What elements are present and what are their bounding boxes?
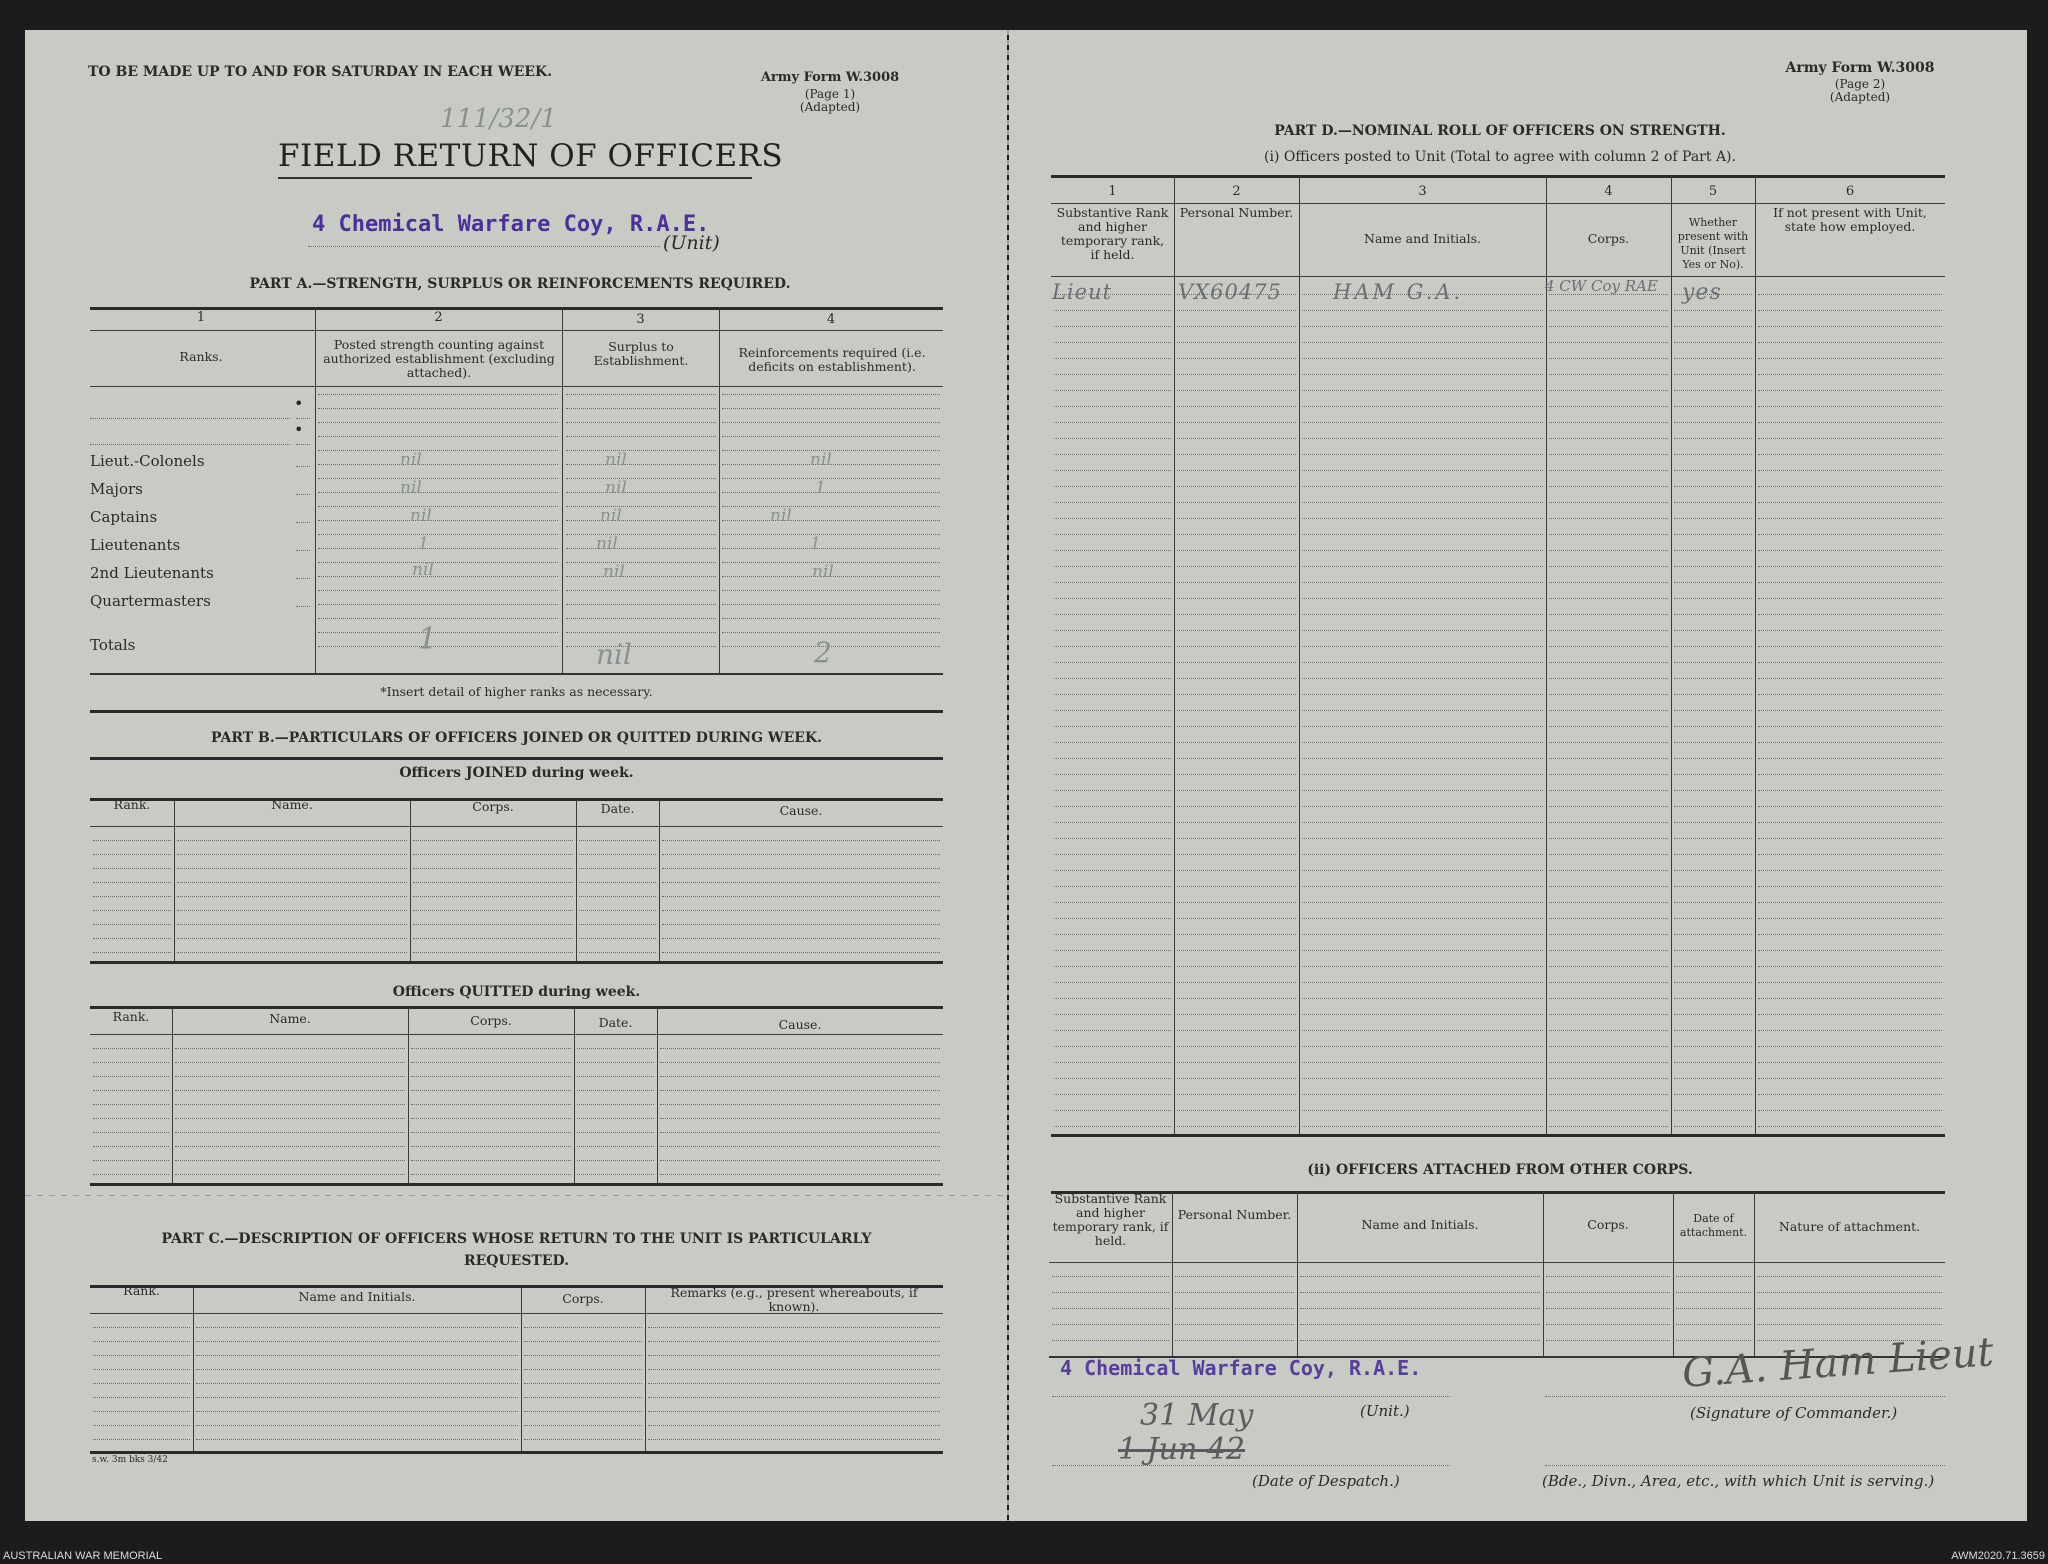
rank-majors: Majors <box>90 480 143 498</box>
partd2-colhead-2: Name and Initials. <box>1361 1217 1479 1232</box>
partc-col-3: Remarks (e.g., present whereabouts, if known). <box>670 1285 918 1314</box>
footer-left: AUSTRALIAN WAR MEMORIAL <box>3 1550 163 1562</box>
total-posted: 1 <box>418 622 438 657</box>
partc-col-0: Rank. <box>123 1283 160 1298</box>
form-title: FIELD RETURN OF OFFICERS <box>278 138 784 174</box>
partd-colnum-2: 3 <box>1418 184 1427 199</box>
joined-col-1: Name. <box>271 797 313 812</box>
total-surplus: nil <box>596 638 632 671</box>
partd2-colhead-3: Corps. <box>1587 1217 1629 1232</box>
partd-colnum-0: 1 <box>1108 184 1117 199</box>
joined-col-2: Corps. <box>472 799 514 814</box>
quitted-heading: Officers QUITTED during week. <box>392 984 641 1000</box>
joined-heading: Officers JOINED during week. <box>399 765 634 781</box>
quitted-col-0: Rank. <box>112 1009 150 1024</box>
quitted-col-1: Name. <box>269 1011 311 1026</box>
part-b-heading: PART B.—PARTICULARS OF OFFICERS JOINED OR QUITTED DURING WEEK. <box>210 730 823 746</box>
commander-signature: G.A. Ham Lieut <box>1680 1329 1996 1397</box>
despatch-date-written: 31 May <box>1140 1398 1254 1433</box>
entry-corps: 4 CW Coy RAE <box>1545 277 1658 295</box>
quitted-col-2: Corps. <box>470 1013 512 1028</box>
partd-colnum-5: 6 <box>1845 184 1855 199</box>
quitted-col-4: Cause. <box>778 1017 822 1032</box>
adapted-label: (Adapted) <box>799 100 861 114</box>
signature-label: (Signature of Commander.) <box>1690 1404 1898 1422</box>
partd2-colhead-1: Personal Number. <box>1177 1207 1292 1222</box>
part-c-heading-2: REQUESTED. <box>463 1253 570 1269</box>
partd2-colhead-4: Date of attachment. <box>1679 1212 1748 1239</box>
total-reinforcements: 2 <box>814 636 832 669</box>
partd-colnum-4: 5 <box>1708 184 1718 199</box>
form-instruction: TO BE MADE UP TO AND FOR SATURDAY IN EACH WEEK. <box>88 64 553 80</box>
rank-captains: Captains <box>90 508 158 526</box>
entry-present: yes <box>1682 280 1722 305</box>
partd2-colhead-0: Substantive Rank and higher temporary rank, if held. <box>1052 1191 1169 1248</box>
part-c-heading: PART C.—DESCRIPTION OF OFFICERS WHOSE RETURN TO THE UNIT IS PARTICULARLY <box>161 1231 872 1247</box>
col-head-surplus: Surplus to Establishment. <box>593 339 689 368</box>
rank-quartermasters: Quartermasters <box>90 592 211 610</box>
part-d-subheading-ii: (ii) OFFICERS ATTACHED FROM OTHER CORPS. <box>1307 1162 1693 1178</box>
part-d-subheading-i: (i) Officers posted to Unit (Total to agree with column 2 of Part A). <box>1264 149 1736 165</box>
partd-colhead-1: Personal Number. <box>1179 205 1294 220</box>
partd2-colhead-5: Nature of attachment. <box>1778 1219 1921 1234</box>
unit-label-right: (Unit.) <box>1360 1402 1410 1420</box>
totals-label: Totals <box>90 636 136 654</box>
rank-lieut-colonels: Lieut.-Colonels <box>90 452 205 470</box>
joined-col-4: Cause. <box>779 803 823 818</box>
part-a-heading: PART A.—STRENGTH, SURPLUS OR REINFORCEMENTS REQUIRED. <box>249 276 791 292</box>
unit-stamp: 4 Chemical Warfare Coy, R.A.E. <box>312 212 710 237</box>
form-number: Army Form W.3008 <box>760 70 900 85</box>
rank-2nd-lieutenants: 2nd Lieutenants <box>90 564 214 582</box>
footer-right: AWM2020.71.3659 <box>1951 1550 2045 1562</box>
entry-name: HAM G.A. <box>1333 280 1464 304</box>
col-head-posted-strength: Posted strength counting against authorized establishment (excluding attached). <box>323 337 555 380</box>
part-a-footnote: *Insert detail of higher ranks as necessary. <box>380 684 653 699</box>
entry-personal-number: VX60475 <box>1178 280 1282 304</box>
partd-colhead-2: Name and Initials. <box>1364 231 1481 246</box>
page-number: (Page 1) <box>804 87 856 101</box>
rank-lieutenants: Lieutenants <box>90 536 181 554</box>
unit-stamp-right: 4 Chemical Warfare Coy, R.A.E. <box>1060 1356 1422 1380</box>
joined-col-3: Date. <box>600 801 635 816</box>
fold-line <box>1007 30 1009 1521</box>
col-head-reinforcements: Reinforcements required (i.e. deficits on establishment). <box>738 345 926 374</box>
partd-colnum-1: 2 <box>1232 184 1241 199</box>
entry-rank: Lieut <box>1052 280 1113 304</box>
partd-colhead-5: If not present with Unit, state how employed. <box>1773 205 1927 234</box>
bde-label: (Bde., Divn., Area, etc., with which Unit is serving.) <box>1542 1472 1935 1490</box>
partc-col-2: Corps. <box>562 1291 604 1306</box>
unit-label: (Unit) <box>663 232 720 254</box>
partd-colhead-0: Substantive Rank and higher temporary rank, if held. <box>1056 205 1169 262</box>
partc-col-1: Name and Initials. <box>298 1289 416 1304</box>
joined-col-0: Rank. <box>113 797 151 812</box>
despatch-date-struck: 1 Jun 42 <box>1118 1432 1246 1467</box>
form-number-right: Army Form W.3008 <box>1785 60 1935 76</box>
partd-colhead-4: Whether present with Unit (Insert Yes or No). <box>1677 216 1749 271</box>
handwritten-reference: 111/32/1 <box>440 104 557 134</box>
partd-colnum-3: 4 <box>1604 184 1613 199</box>
partd-colhead-3: Corps. <box>1587 231 1630 246</box>
print-code: s.w. 3m bks 3/42 <box>92 1455 168 1465</box>
horizontal-fold <box>25 1195 1007 1196</box>
col-head-ranks: Ranks. <box>179 349 223 364</box>
quitted-col-3: Date. <box>598 1015 633 1030</box>
part-d-heading: PART D.—NOMINAL ROLL OF OFFICERS ON STRENGTH. <box>1274 123 1726 139</box>
date-label: (Date of Despatch.) <box>1252 1472 1400 1490</box>
